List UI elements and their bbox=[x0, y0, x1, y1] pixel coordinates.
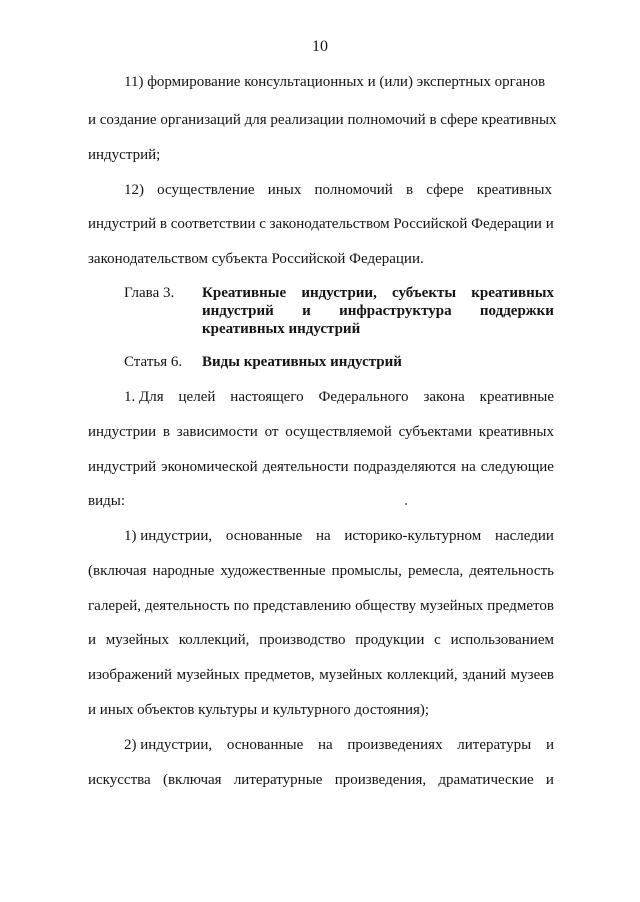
item-1-line-5 bbox=[88, 666, 554, 684]
item-12-line-1-word: сфере bbox=[426, 182, 464, 198]
chapter-title-line-2-word: инфраструктура bbox=[339, 303, 452, 319]
article-para-1-line-1-word: Федерального bbox=[318, 389, 409, 405]
article-para-1-line-3 bbox=[88, 458, 554, 476]
item-2-line-2 bbox=[88, 771, 554, 789]
item-11-line-1: 11) формирование консультационных и (или) экспертных органов bbox=[124, 74, 546, 90]
item-1-line-2-word: промыслы, bbox=[331, 563, 402, 579]
item-12-line-1-word: полномочий bbox=[314, 182, 393, 198]
item-1-line-3-word: музейных bbox=[420, 598, 484, 614]
article-para-1-line-2-word: субъектами bbox=[398, 424, 473, 440]
item-1-line-6: и иных объектов культуры и культурного достояния); bbox=[88, 702, 430, 718]
item-1-line-5-word: музейных bbox=[319, 667, 383, 683]
item-1-line-1 bbox=[124, 527, 554, 545]
item-2-line-2-word: литературные bbox=[233, 772, 323, 788]
article-para-1-line-2-word: индустрии bbox=[88, 424, 157, 440]
item-1-line-2-word: ремесла, bbox=[407, 563, 464, 579]
item-2-line-1-word: на bbox=[317, 737, 333, 753]
item-12-line-2: индустрий в соответствии с законодательством Российской Федерации и bbox=[88, 216, 554, 232]
article-title: Виды креативных индустрий bbox=[202, 354, 402, 370]
item-12-line-1-word: в bbox=[405, 182, 414, 198]
item-1-line-1-word: на bbox=[315, 528, 331, 544]
item-11-line-3: индустрий; bbox=[88, 147, 161, 163]
item-1-line-2 bbox=[88, 562, 554, 580]
item-2-line-2-word: и bbox=[545, 772, 554, 788]
item-12-line-1-word: 12) bbox=[124, 182, 144, 198]
item-1-line-4-word: с bbox=[434, 632, 441, 648]
item-1-line-3-word: обществу bbox=[355, 598, 417, 614]
article-para-1-line-1-word: креативные bbox=[479, 389, 554, 405]
chapter-title-line-1-word: индустрии, bbox=[301, 285, 377, 301]
item-12-line-1-word: иных bbox=[267, 182, 302, 198]
item-1-line-3-word: предметов bbox=[487, 598, 554, 614]
item-12-line-1-word: осуществление bbox=[157, 182, 255, 198]
article-para-1-line-2-word: от bbox=[264, 424, 279, 440]
item-1-line-5-word: коллекций, bbox=[387, 667, 458, 683]
article-para-1-line-1-word: настоящего bbox=[230, 389, 304, 405]
item-2-line-1 bbox=[124, 736, 554, 754]
item-2-line-1-word: 2) индустрии, bbox=[124, 737, 213, 753]
article-para-1-line-2-word: осуществляемой bbox=[285, 424, 392, 440]
chapter-title-line-2-word: и bbox=[302, 303, 311, 319]
item-1-line-3-word: галерей, bbox=[88, 598, 142, 614]
item-12-line-1 bbox=[124, 181, 552, 199]
item-1-line-5-word: зданий bbox=[462, 667, 507, 683]
item-1-line-5-word: музеев bbox=[510, 667, 554, 683]
chapter-title-line-1 bbox=[202, 284, 554, 302]
item-2-line-1-word: и bbox=[545, 737, 554, 753]
item-1-line-4-word: коллекций, bbox=[178, 632, 250, 648]
article-para-1-line-2-word: в bbox=[162, 424, 171, 440]
item-2-line-1-word: произведениях bbox=[347, 737, 443, 753]
item-2-line-1-word: литературы bbox=[457, 737, 532, 753]
chapter-title-line-1-word: Креативные bbox=[202, 285, 287, 301]
item-1-line-3 bbox=[88, 597, 554, 615]
article-para-1-line-1-word: целей bbox=[178, 389, 216, 405]
article-para-1-line-3-word: деятельности bbox=[262, 459, 349, 475]
item-12-line-3: законодательством субъекта Российской Федерации. bbox=[88, 251, 424, 267]
item-1-line-4-word: продукции bbox=[355, 632, 425, 648]
chapter-title-line-1-word: креативных bbox=[471, 285, 554, 301]
article-para-1-line-2 bbox=[88, 423, 554, 441]
article-para-1-line-1-word: 1. Для bbox=[124, 389, 164, 405]
article-para-1-line-3-word: подразделяются bbox=[353, 459, 457, 475]
chapter-title-line-2-word: поддержки bbox=[479, 303, 554, 319]
item-1-line-4 bbox=[88, 631, 554, 649]
chapter-title-line-2-word: индустрий bbox=[202, 303, 274, 319]
item-1-line-2-word: народные bbox=[152, 563, 215, 579]
page-number: 10 bbox=[312, 38, 328, 55]
article-para-1-line-3-word: следующие bbox=[480, 459, 554, 475]
item-2-line-2-word: искусства bbox=[88, 772, 151, 788]
article-para-1-line-3-word: экономической bbox=[161, 459, 258, 475]
item-1-line-4-word: использованием bbox=[450, 632, 554, 648]
item-1-line-4-word: производство bbox=[259, 632, 346, 648]
chapter-title-line-3: креативных индустрий bbox=[202, 321, 361, 337]
article-para-1-line-2-word: зависимости bbox=[176, 424, 258, 440]
article-para-1-line-3-word: на bbox=[461, 459, 476, 475]
item-1-line-1-word: наследии bbox=[494, 528, 554, 544]
article-para-1-line-1 bbox=[124, 388, 554, 406]
item-1-line-3-word: по bbox=[233, 598, 250, 614]
item-1-line-1-word: 1) индустрии, bbox=[124, 528, 213, 544]
item-11-line-2: и создание организаций для реализации полномочий в сфере креативных bbox=[88, 112, 557, 128]
chapter-title-line-2 bbox=[202, 302, 554, 320]
item-1-line-2-word: деятельность bbox=[469, 563, 554, 579]
article-para-1-line-2-word: креативных bbox=[478, 424, 554, 440]
chapter-title-line-1-word: субъекты bbox=[392, 285, 457, 301]
item-1-line-3-word: представлению bbox=[253, 598, 352, 614]
item-1-line-2-word: художественные bbox=[220, 563, 326, 579]
item-1-line-3-word: деятельность bbox=[145, 598, 230, 614]
item-12-line-1-word: креативных bbox=[476, 182, 552, 198]
scan-speck bbox=[405, 503, 407, 505]
item-1-line-1-word: основанные bbox=[225, 528, 303, 544]
item-1-line-4-word: и bbox=[88, 632, 97, 648]
item-1-line-5-word: предметов, bbox=[244, 667, 315, 683]
item-2-line-1-word: основанные bbox=[226, 737, 304, 753]
item-1-line-5-word: музейных bbox=[176, 667, 240, 683]
item-1-line-2-word: (включая bbox=[88, 563, 147, 579]
item-2-line-2-word: произведения, bbox=[334, 772, 427, 788]
article-para-1-line-3-word: индустрий bbox=[88, 459, 157, 475]
article-label: Статья 6. bbox=[124, 354, 183, 370]
item-2-line-2-word: (включая bbox=[162, 772, 222, 788]
article-para-1-line-1-word: закона bbox=[423, 389, 465, 405]
article-para-1-line-4: виды: bbox=[88, 493, 125, 509]
item-1-line-4-word: музейных bbox=[105, 632, 170, 648]
item-2-line-2-word: драматические bbox=[438, 772, 534, 788]
chapter-label: Глава 3. bbox=[124, 285, 175, 301]
item-1-line-5-word: изображений bbox=[88, 667, 173, 683]
item-1-line-1-word: историко-культурном bbox=[344, 528, 482, 544]
